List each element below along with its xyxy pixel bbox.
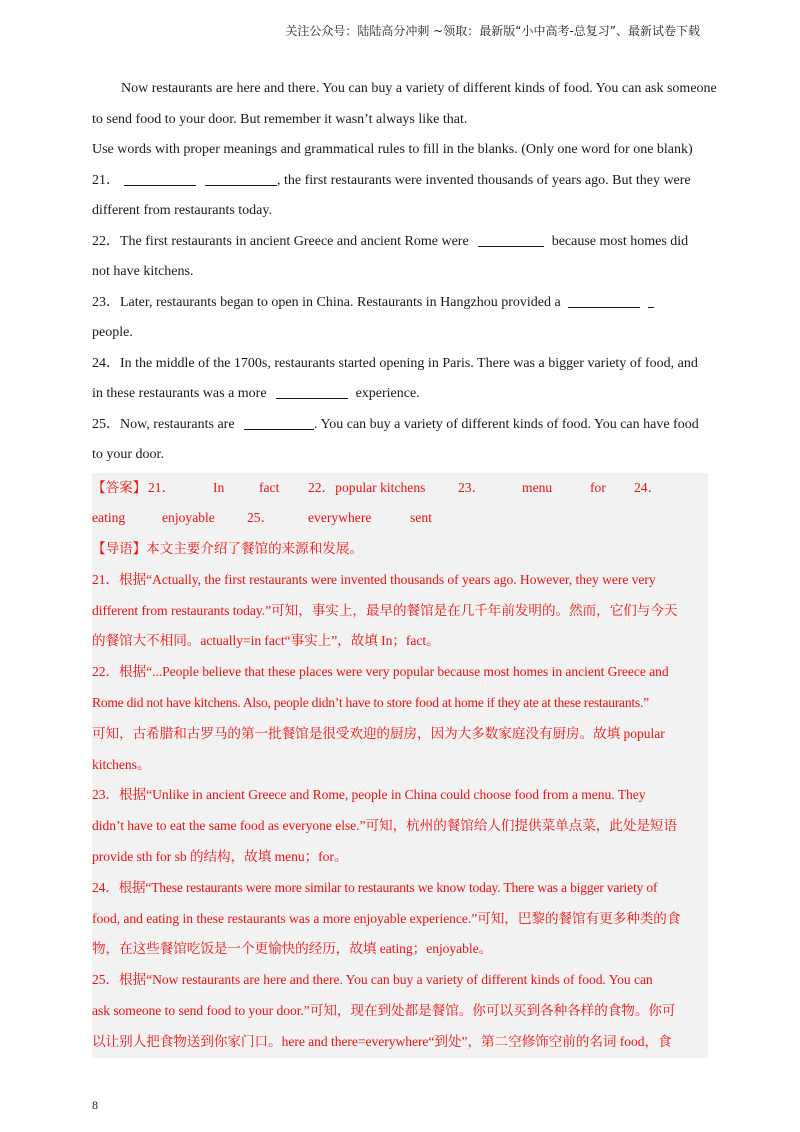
question-text: The first restaurants in ancient Greece and ancient Rome were xyxy=(120,233,473,249)
answer-item: fact xyxy=(259,479,280,495)
answer-item: 21． xyxy=(148,479,176,495)
explanation-line: provide sth for sb 的结构，故填 menu；for。 xyxy=(92,849,348,865)
explanation-line: different from restaurants today.”可知，事实上，最早的餐馆是在几千年前发明的。然而，它们与今天 xyxy=(92,602,678,618)
instructions: Use words with proper meanings and grammatical rules to fill in the blanks. (Only one word for one blank) xyxy=(92,142,693,157)
answer-item: In xyxy=(213,479,225,495)
document-body xyxy=(92,74,717,1058)
answer-item: menu xyxy=(522,479,553,495)
question-24-cont xyxy=(92,379,708,410)
answer-key-row xyxy=(92,503,708,534)
answer-blank[interactable] xyxy=(478,230,544,247)
answer-blank[interactable] xyxy=(648,291,654,308)
explanation-line: 可知，古希腊和古罗马的第一批餐馆是很受欢迎的厨房，因为大多数家庭没有厨房。故填 popular xyxy=(92,725,665,741)
explanation-line: food, and eating in these restaurants was a more enjoyable experience.”可知，巴黎的餐馆有更多种类的食 xyxy=(92,910,681,926)
question-number: 24． xyxy=(92,355,120,371)
answer-item: enjoyable xyxy=(162,510,215,526)
question-25 xyxy=(92,410,708,441)
passage-line: to send food to your door. But remember it wasn’t always like that. xyxy=(92,111,468,127)
explanation-line: 的餐馆大不相同。actually=in fact“事实上”，故填 In；fact。 xyxy=(92,633,440,649)
question-number: 23． xyxy=(92,294,120,310)
answer-blank[interactable] xyxy=(568,291,640,308)
question-text: Now, restaurants are xyxy=(120,416,239,432)
question-text: because most homes did xyxy=(548,233,689,249)
answer-item: everywhere xyxy=(308,510,372,526)
question-text: in these restaurants was a more xyxy=(92,386,271,401)
question-text: . You can buy a variety of different kinds of food. You can have food xyxy=(314,416,699,432)
answer-item: sent xyxy=(410,510,432,526)
question-22 xyxy=(92,227,708,258)
question-22-cont: not have kitchens. xyxy=(92,264,194,279)
answer-label: 【答案】 xyxy=(92,479,147,495)
page-number: 8 xyxy=(92,1098,98,1112)
question-text: In the middle of the 1700s, restaurants started opening in Paris. There was a bigger variety of food, and xyxy=(120,355,698,371)
answer-blank[interactable] xyxy=(124,169,196,186)
guide-text: 【导语】本文主要介绍了餐馆的来源和发展。 xyxy=(92,541,363,557)
answer-blank[interactable] xyxy=(276,382,348,399)
page-header: 关注公众号：陆陆高分冲刺 ~领取：最新版“小中高考-总复习”、最新试卷下载 xyxy=(285,24,700,38)
explanation-line: 24．根据“These restaurants were more similar to restaurants we know today. There was a bigger variety of xyxy=(92,879,658,895)
question-23 xyxy=(92,288,708,319)
question-text: experience. xyxy=(352,386,420,401)
explanation-line: Rome did not have kitchens. Also, people didn’t have to store food at home if they ate at these restaurants.” xyxy=(92,695,649,711)
answer-item: 25． xyxy=(247,510,275,526)
explanation-line: kitchens。 xyxy=(92,756,151,772)
answer-blank[interactable] xyxy=(205,169,277,186)
question-number: 25． xyxy=(92,416,120,432)
answer-item: eating xyxy=(92,510,126,526)
question-24 xyxy=(92,349,708,380)
answer-item: 22．popular kitchens xyxy=(308,479,426,495)
explanation-line: ask someone to send food to your door.”可知，现在到处都是餐馆。你可以买到各种各样的食物。你可 xyxy=(92,1003,676,1019)
question-23-cont: people. xyxy=(92,325,133,340)
answer-item: for xyxy=(590,479,606,495)
answer-item: 24． xyxy=(634,479,662,495)
answer-item: 23． xyxy=(458,479,486,495)
question-number: 21． xyxy=(92,172,120,188)
explanation-line: 21．根据“Actually, the first restaurants were invented thousands of years ago. However, they were very xyxy=(92,571,656,587)
explanation-line: 物，在这些餐馆吃饭是一个更愉快的经历，故填 eating；enjoyable。 xyxy=(92,941,493,957)
answer-explanation-block xyxy=(92,473,708,1058)
question-text: , the first restaurants were invented thousands of years ago. But they were xyxy=(277,172,691,188)
explanation-line: didn’t have to eat the same food as everyone else.”可知，杭州的餐馆给人们提供菜单点菜，此处是短语 xyxy=(92,818,678,834)
explanation-line: 22．根据“...People believe that these places were very popular because most homes in ancient Greece and xyxy=(92,664,669,680)
explanation-line: 23．根据“Unlike in ancient Greece and Rome, people in China could choose food from a menu. They xyxy=(92,787,646,803)
question-text: Later, restaurants began to open in China. Restaurants in Hangzhou provided a xyxy=(120,294,565,310)
passage-line: Now restaurants are here and there. You can buy a variety of different kinds of food. You can ask someone xyxy=(121,81,717,96)
question-21-cont: different from restaurants today. xyxy=(92,203,272,218)
question-25-cont: to your door. xyxy=(92,447,164,462)
explanation-line: 以让别人把食物送到你家门口。here and there=everywhere“到处”，第二空修饰空前的名词 food，食 xyxy=(92,1033,672,1049)
answer-key-row xyxy=(92,473,708,504)
question-21 xyxy=(92,166,708,197)
answer-blank[interactable] xyxy=(244,413,314,430)
question-number: 22． xyxy=(92,233,120,249)
explanation-line: 25．根据“Now restaurants are here and there. You can buy a variety of different kinds of food. You can xyxy=(92,972,653,988)
